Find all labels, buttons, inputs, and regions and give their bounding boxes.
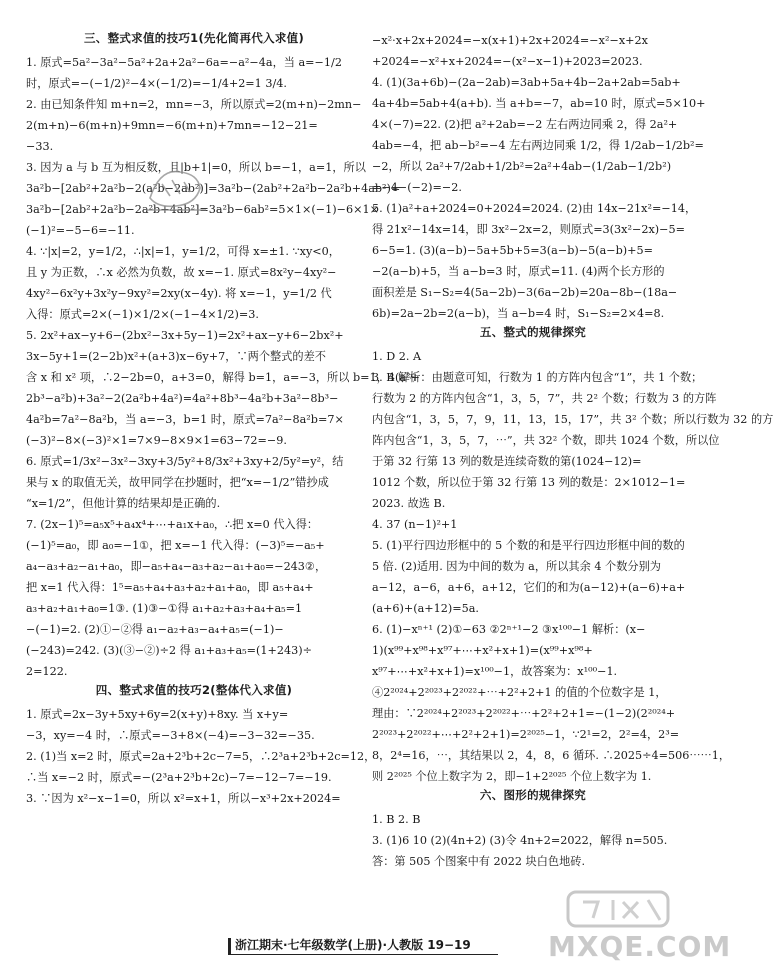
text-line: ∴当 x=−2 时，原式=−(2³a+2³b+2c)−7=−12−7=−19. [26,771,332,784]
text-line: 4ab=−4，把 ab−b²=−4 左右两边同乘 1/2，得 1/2ab−1/2b²= [372,139,704,152]
text-line: −2，所以 2a²+7/2ab+1/2b²=2a²+4ab−(1/2ab−1/2b²) [372,160,672,173]
text-line: 含 x 和 x² 项，∴2−2b=0，a+3=0，解得 b=1，a=−3，所以 b=1，4(a²+ [26,371,420,384]
text-line: 入得：原式=2×(−1)×1/2×(−1−4×1/2)=3. [26,308,259,321]
text-line: a−12，a−6，a+6，a+12，它们的和为(a−12)+(a−6)+a+ [372,581,686,594]
stamp-icon [140,158,212,218]
text-line: 3x−5y+1=(2−2b)x²+(a+3)x−6y+7，∵两个整式的差不 [26,350,326,363]
text-line: 4xy²−6x²y+3x²y−9xy²=2xy(x−4y). 将 x=−1，y=1/2 代 [26,287,332,300]
text-line: 5. 2x²+ax−y+6−(2bx²−3x+5y−1)=2x²+ax−y+6−2bx²+ [26,329,344,342]
text-line: 4. 37 (n−1)²+1 [372,518,458,531]
text-line: 2=122. [26,665,68,678]
text-line: 2. (1)当 x=2 时，原式=2a+2³b+2c−7=5，∴2³a+2³b+2c=12， [26,750,376,763]
text-line: 2023. 故选 B. [372,497,446,510]
text-line: 把 x=1 代入得：1⁵=a₅+a₄+a₃+a₂+a₁+a₀，即 a₅+a₄+ [26,581,314,594]
text-line: 1. B 2. B [372,813,421,826]
text-line: 6. 原式=1/3x²−3x²−3xy+3/5y²+8/3x²+3xy+2/5y²=y²，结 [26,455,344,468]
footer-rule [228,954,498,955]
watermark-text: MXQE.COM [548,930,732,963]
text-line: 6b)=2a−2b=2(a−b)，当 a−b=4 时，S₁−S₂=2×4=8. [372,307,665,320]
text-line: 则 2²⁰²⁵ 个位上数字为 2，即−1+2²⁰²⁵ 个位上数字为 1. [372,770,652,783]
text-line: 于第 32 行第 13 列的数是连续奇数的第(1024−12)= [372,455,642,468]
text-line: 2. 由已知条件知 m+n=2，mn=−3，所以原式=2(m+n)−2mn− [26,98,362,111]
text-line: 1. D 2. A [372,350,422,363]
text-line: +2024=−x²+x+2024=−(x²−x−1)+2023=2023. [372,55,643,68]
text-line: 5 倍. (2)适用. 因为中间的数为 a，所以其余 4 个数分别为 [372,560,661,573]
text-line: 1. 原式=5a²−3a²−5a²+2a+2a²−6a=−a²−4a，当 a=−1/2 [26,56,342,69]
text-line: x⁹⁷+⋯+x²+x+1)=x¹⁰⁰−1，故答案为：x¹⁰⁰−1. [372,665,618,678]
text-line: 得 21x²−14x=14，即 3x²−2x=2，则原式=3(3x²−2x)−5= [372,223,685,236]
text-line: 3. 因为 a 与 b 互为相反数，且|b+1|=0，所以 b=−1，a=1，所以 [26,161,366,174]
section-title: 五、整式的规律探究 [479,325,587,339]
text-line: a₃+a₂+a₁+a₀=1③. (1)③−①得 a₁+a₂+a₃+a₄+a₅=1 [26,602,303,615]
text-line: 1012 个数，所以位于第 32 行第 13 列的数是：2×1012−1= [372,476,686,489]
text-line: (−3)²−8×(−3)²×1=7×9−8×9×1=63−72=−9. [26,434,287,447]
text-line: 6. (1)−xⁿ⁺¹ (2)①−63 ②2ⁿ⁺¹−2 ③x¹⁰⁰−1 解析：(x− [372,623,646,636]
text-line: 4×(−7)=22. (2)把 a²+2ab=−2 左右两边同乘 2，得 2a²+ [372,118,678,131]
text-line: −33. [26,140,54,153]
text-line: −3，xy=−4 时，∴原式=−3+8×(−4)=−3−32=−35. [26,729,315,742]
section-title: 六、图形的规律探究 [479,788,587,802]
text-line: 行数为 2 的方阵内包含“1，3，5，7”，共 2² 个数；行数为 3 的方阵 [372,392,717,405]
text-line: 8，2⁴=16，⋯，其结果以 2，4，8，6 循环. ∴2025÷4=506⋯⋯1， [372,749,731,762]
footer-bar [228,938,231,954]
text-line: 3. ∵因为 x²−x−1=0，所以 x²=x+1，所以−x³+2x+2024= [26,792,341,805]
text-line: ④2²⁰²⁴+2²⁰²³+2²⁰²²+⋯+2²+2+1 的值的个位数字是 1， [372,686,667,699]
text-line: 3. B 解析：由题意可知，行数为 1 的方阵内包含“1”，共 1 个数； [372,371,703,384]
text-line: 5. (1)a²+a+2024=0+2024=2024. (2)由 14x−21x²=−14， [372,202,697,215]
text-line: 3a²b−[2ab²+2a²b−2(a²b−2ab²)]=3a²b−(2ab²+2a²b−2a²b+4ab²)= [26,182,401,195]
text-line: (−243)=242. (3)(③−②)÷2 得 a₁+a₃+a₅=(1+243)÷ [26,644,312,657]
text-line: 7. (2x−1)⁵=a₅x⁵+a₄x⁴+⋯+a₁x+a₀，∴把 x=0 代入得： [26,518,319,531]
text-line: (−1)⁵=a₀，即 a₀=−1①，把 x=−1 代入得：(−3)⁵=−a₅+ [26,539,325,552]
text-line: −x²·x+2x+2024=−x(x+1)+2x+2024=−x²−x+2x [372,34,648,47]
text-line: 且 y 为正数，∴x 必然为负数，故 x=−1. 原式=8x²y−4xy²− [26,266,337,279]
text-line: 内包含“1，3，5，7，9，11，13，15，17”，共 3² 个数；所以行数为 32 的方 [372,413,773,426]
text-line: 面积差是 S₁−S₂=4(5a−2b)−3(6a−2b)=20a−8b−(18a− [372,286,678,299]
text-line: 阵内包含“1，3，5，7，⋯”，共 32² 个数，即共 1024 个数，所以位 [372,434,720,447]
text-line: 2(m+n)−6(m+n)+9mn=−6(m+n)+7mn=−12−21= [26,119,318,132]
text-line: 2b³−a²b)+3a²−2(2a²b+4a²)=4a²+8b³−4a²b+3a²−8b³− [26,392,339,405]
text-line: −2(a−b)+5，当 a−b=3 时，原式=11. (4)两个长方形的 [372,265,665,278]
text-line: 时，原式=−(−1/2)²−4×(−1/2)=−1/4+2=1 3/4. [26,77,287,90]
text-line: 4a+4b=5ab+4(a+b). 当 a+b=−7，ab=10 时，原式=5×10+ [372,97,706,110]
text-line: 4. (1)(3a+6b)−(2a−2ab)=3ab+5a+4b−2a+2ab=5ab+ [372,76,681,89]
text-line: 理由：∵2²⁰²⁴+2²⁰²³+2²⁰²²+⋯+2²+2+1=−(1−2)(2²⁰²⁴+ [372,707,676,720]
text-line: (a+6)+(a+12)=5a. [372,602,479,615]
text-line: (−1)²=−5−6=−11. [26,224,135,237]
text-line: 4. ∵|x|=2，y=1/2，∴|x|=1，y=1/2，可得 x=±1. ∵xy<0， [26,245,340,258]
text-line: “x=1/2”，但他计算的结果却是正确的. [26,497,221,510]
text-line: 3. (1)6 10 (2)(4n+2) (3)令 4n+2=2022，解得 n=505. [372,834,668,847]
right-column [372,30,773,872]
text-line: 5. (1)平行四边形框中的 5 个数的和是平行四边形框中间的数的 [372,539,685,552]
section-title: 四、整式求值的技巧2(整体代入求值) [95,683,293,697]
text-line: 答：第 505 个图案中有 2022 块白色地砖. [372,855,586,868]
text-line: =−4−(−2)=−2. [372,181,462,194]
footer-text-wrap [228,936,471,954]
text-line: 1)(x⁹⁹+x⁹⁸+x⁹⁷+⋯+x²+x+1)=(x⁹⁹+x⁹⁸+ [372,644,593,657]
text-line: 6−5=1. (3)(a−b)−5a+5b+5=3(a−b)−5(a−b)+5= [372,244,654,257]
text-line: −(−1)=2. (2)①−②得 a₁−a₂+a₃−a₄+a₅=(−1)− [26,623,284,636]
text-line: 果与 x 的取值无关，故甲同学在抄题时，把“x=−1/2”错抄成 [26,476,329,489]
text-line: 2²⁰²³+2²⁰²²+⋯+2²+2+1)=2²⁰²⁵−1，∵2¹=2，2²=4，2³= [372,728,680,741]
text-line: 1. 原式=2x−3y+5xy+6y=2(x+y)+8xy. 当 x+y= [26,708,289,721]
section-title: 三、整式求值的技巧1(先化简再代入求值) [83,31,304,45]
text-line: 4a²b=7a²−8a²b，当 a=−3，b=1 时，原式=7a²−8a²b=7× [26,413,344,426]
text-line: 3a²b−[2ab²+2a²b−2a²b+4ab²]=3a²b−6ab²=5×1×(−1)−6×1× [26,203,379,216]
text-line: a₄−a₃+a₂−a₁+a₀，即−a₅+a₄−a₃+a₂−a₁+a₀=−243②， [26,560,327,573]
footer-text: 浙江期末·七年级数学(上册)·人教版 19−19 [235,938,471,952]
